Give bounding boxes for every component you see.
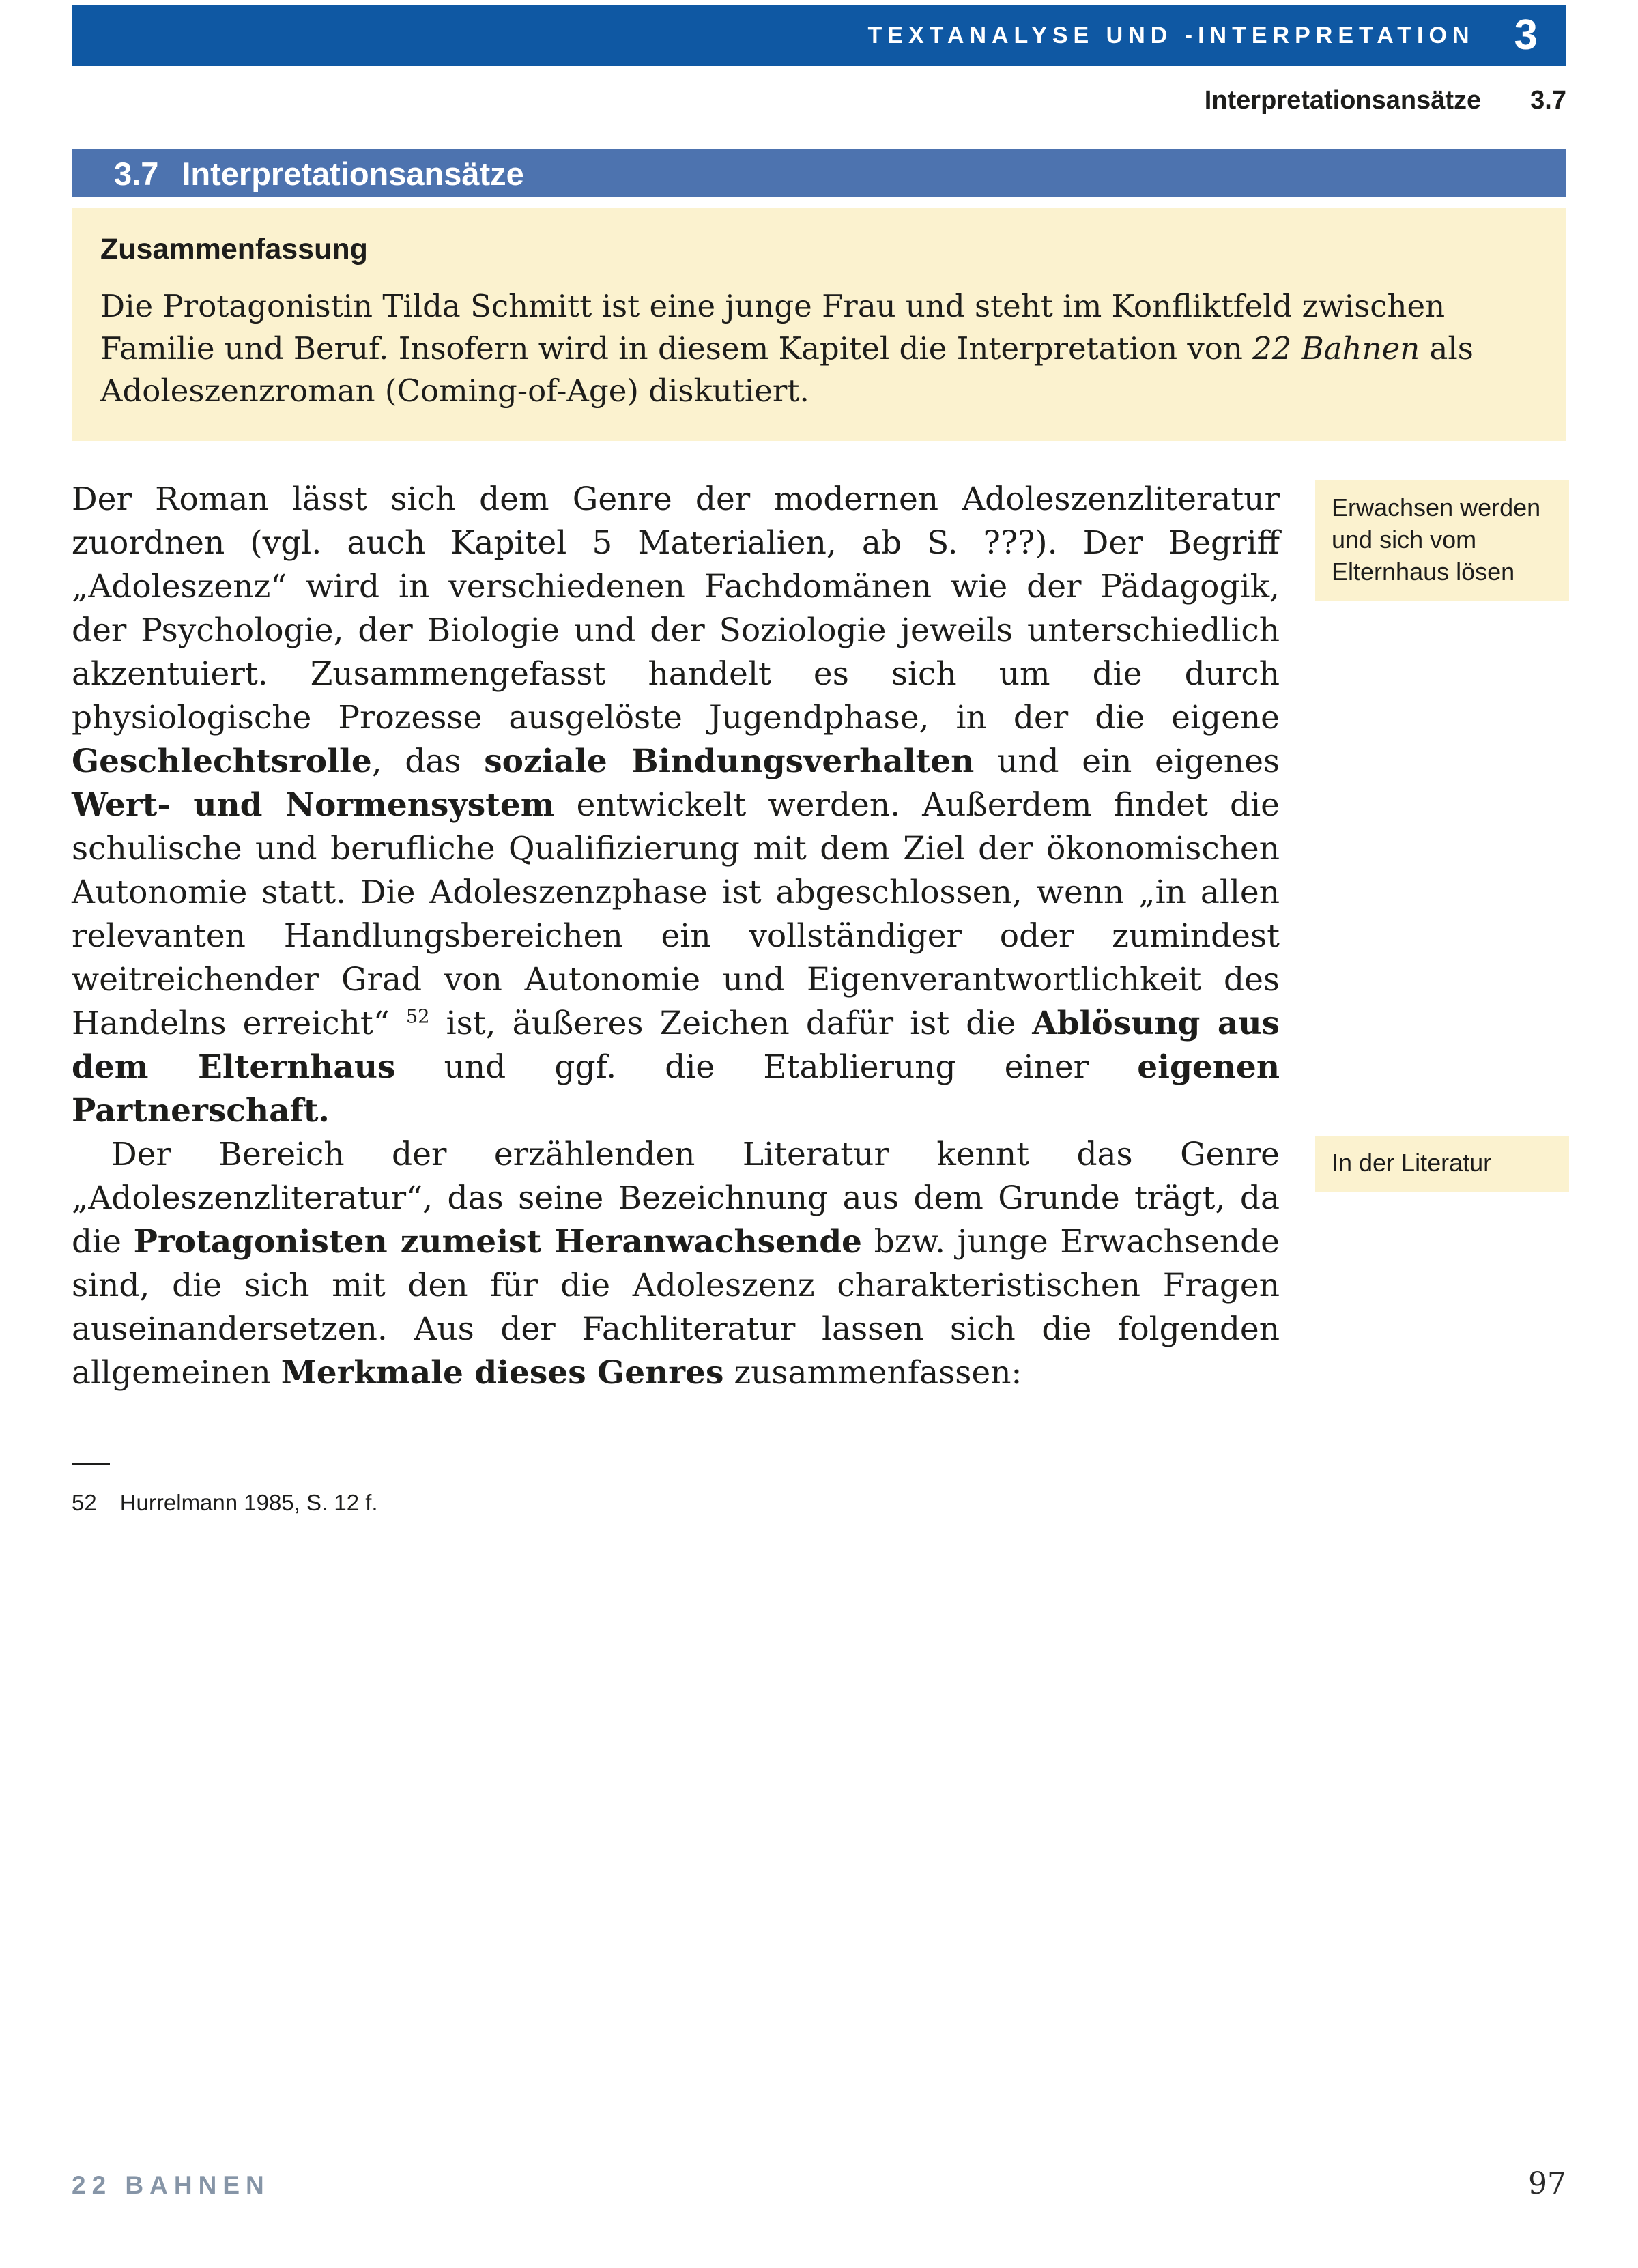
footnote <box>72 1490 1566 1516</box>
subheader-label: Interpretationsansätze <box>1204 86 1482 115</box>
section-heading-number: 3.7 <box>114 155 159 192</box>
chapter-number: 3 <box>1514 12 1538 59</box>
body-paragraph-1: Der Roman lässt sich dem Genre der modernen Adoleszenzliteratur zuordnen (vgl. auch Kapitel 5 Materialien, ab S. ???). Der Begriff „Adoleszenz“ wird in verschiedenen Fachdomänen wie der Pädagogik, der Psychologie, der Biologie und der Soziologie jeweils unterschiedlich akzentuiert. Zusammengefasst handelt es sich um die durch physiologische Prozesse ausgelöste Jugendphase, in der die eigene Geschlechtsrolle, das soziale Bindungsverhalten und ein eigenes Wert- und Normensystem entwickelt werden. Außerdem findet die schulische und berufliche Qualifizierung mit dem Ziel der ökonomischen Autonomie statt. Die Adoleszenzphase ist abgeschlossen, wenn „in allen relevanten Handlungsbereichen ein vollständiger oder zumindest weitreichender Grad von Autonomie und Eigenverantwortlichkeit des Handelns erreicht“ $^{52}$ ist, äußeres Zeichen dafür ist die Ablösung aus dem Elternhaus und ggf. die Etablierung einer eigenen Partnerschaft. <box>72 480 1280 1130</box>
footer-page-number: 97 <box>1528 2166 1566 2201</box>
section-heading-title: Interpretationsansätze <box>182 155 524 192</box>
page-footer <box>72 2166 1566 2268</box>
footnote-divider <box>72 1463 110 1465</box>
running-title: TEXTANALYSE UND -INTERPRETATION <box>867 22 1475 48</box>
paragraph-row <box>72 1133 1566 1395</box>
summary-box-title: Zusammenfassung <box>100 233 368 265</box>
body-paragraph-2: Der Bereich der erzählenden Literatur kennt das Genre „Adoleszenzliteratur“, das seine Bezeichnung aus dem Grunde trägt, da die Protagonisten zumeist Heranwachsende bzw. junge Erwachsende sind, die sich mit den für die Adoleszenz charakteristischen Fragen auseinandersetzen. Aus der Fachliteratur lassen sich die folgenden allgemeinen Merkmale dieses Genres zusammenfassen: <box>72 1136 1280 1392</box>
margin-note-adolescence: Erwachsen werden und sich vom Elternhaus lösen <box>1315 480 1569 601</box>
footer-book-title: 22 BAHNEN <box>72 2171 270 2199</box>
section-subheader <box>72 86 1566 115</box>
chapter-header-bar <box>72 5 1566 66</box>
main-text-area <box>72 478 1566 1516</box>
footnote-number: 52 <box>72 1490 97 1515</box>
margin-note-literature: In der Literatur <box>1315 1136 1569 1192</box>
subheader-number: 3.7 <box>1530 86 1566 115</box>
footnote-block <box>72 1463 1566 1516</box>
paragraph-row <box>72 478 1566 1133</box>
summary-box <box>72 208 1566 441</box>
section-heading-bar <box>72 149 1566 197</box>
summary-box-text: Die Protagonistin Tilda Schmitt ist eine junge Frau und steht im Konfliktfeld zwischen Familie und Beruf. Insofern wird in diesem Kapitel die Interpretation von 22 Bahnen als Adoleszenzroman (Coming-of-Age) diskutiert. <box>100 288 1474 409</box>
footnote-text: Hurrelmann 1985, S. 12 f. <box>119 1490 378 1515</box>
